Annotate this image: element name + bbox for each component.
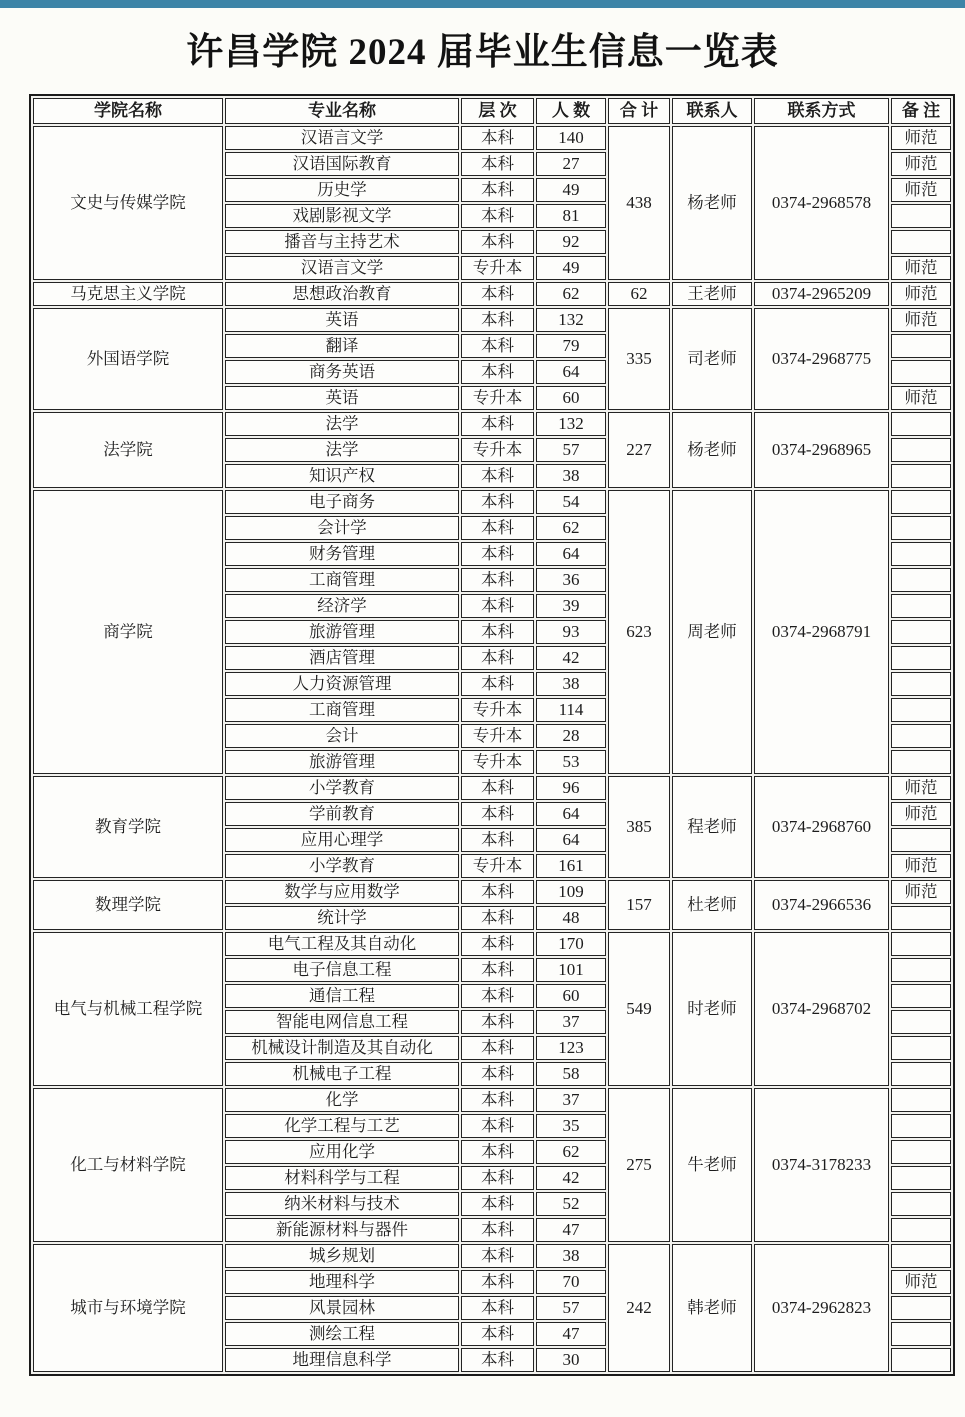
major-cell: 会计学 xyxy=(225,516,459,540)
major-cell: 汉语言文学 xyxy=(225,126,459,150)
major-cell: 旅游管理 xyxy=(225,620,459,644)
note-cell: 师范 xyxy=(891,282,951,306)
note-cell xyxy=(891,360,951,384)
major-cell: 英语 xyxy=(225,308,459,332)
total-cell: 549 xyxy=(608,932,670,1086)
level-cell: 专升本 xyxy=(461,750,534,774)
major-cell: 酒店管理 xyxy=(225,646,459,670)
level-cell: 本科 xyxy=(461,516,534,540)
count-cell: 96 xyxy=(536,776,606,800)
level-cell: 本科 xyxy=(461,906,534,930)
college-name-cell: 商学院 xyxy=(33,490,223,774)
major-cell: 化学 xyxy=(225,1088,459,1112)
table-row xyxy=(33,776,951,800)
count-cell: 38 xyxy=(536,672,606,696)
major-cell: 法学 xyxy=(225,438,459,462)
header-cell-2: 层 次 xyxy=(461,98,534,124)
count-cell: 79 xyxy=(536,334,606,358)
college-name-cell: 数理学院 xyxy=(33,880,223,930)
major-cell: 知识产权 xyxy=(225,464,459,488)
contact-cell: 王老师 xyxy=(672,282,752,306)
note-cell xyxy=(891,594,951,618)
note-cell: 师范 xyxy=(891,308,951,332)
total-cell: 227 xyxy=(608,412,670,488)
level-cell: 专升本 xyxy=(461,854,534,878)
note-cell: 师范 xyxy=(891,126,951,150)
total-cell: 275 xyxy=(608,1088,670,1242)
count-cell: 62 xyxy=(536,516,606,540)
major-cell: 人力资源管理 xyxy=(225,672,459,696)
level-cell: 本科 xyxy=(461,620,534,644)
major-cell: 智能电网信息工程 xyxy=(225,1010,459,1034)
major-cell: 法学 xyxy=(225,412,459,436)
note-cell: 师范 xyxy=(891,152,951,176)
note-cell: 师范 xyxy=(891,1270,951,1294)
count-cell: 37 xyxy=(536,1088,606,1112)
college-name-cell: 教育学院 xyxy=(33,776,223,878)
note-cell xyxy=(891,438,951,462)
level-cell: 本科 xyxy=(461,1036,534,1060)
total-cell: 157 xyxy=(608,880,670,930)
major-cell: 测绘工程 xyxy=(225,1322,459,1346)
level-cell: 本科 xyxy=(461,776,534,800)
phone-cell: 0374-2968791 xyxy=(754,490,889,774)
level-cell: 本科 xyxy=(461,880,534,904)
phone-cell: 0374-2965209 xyxy=(754,282,889,306)
major-cell: 财务管理 xyxy=(225,542,459,566)
count-cell: 64 xyxy=(536,828,606,852)
count-cell: 62 xyxy=(536,1140,606,1164)
level-cell: 本科 xyxy=(461,1348,534,1372)
major-cell: 新能源材料与器件 xyxy=(225,1218,459,1242)
note-cell xyxy=(891,620,951,644)
graduates-info-table xyxy=(29,94,955,1376)
count-cell: 60 xyxy=(536,386,606,410)
level-cell: 专升本 xyxy=(461,724,534,748)
level-cell: 本科 xyxy=(461,230,534,254)
college-name-cell: 电气与机械工程学院 xyxy=(33,932,223,1086)
major-cell: 化学工程与工艺 xyxy=(225,1114,459,1138)
note-cell xyxy=(891,568,951,592)
level-cell: 本科 xyxy=(461,932,534,956)
major-cell: 小学教育 xyxy=(225,776,459,800)
note-cell xyxy=(891,412,951,436)
count-cell: 57 xyxy=(536,1296,606,1320)
level-cell: 本科 xyxy=(461,1192,534,1216)
note-cell xyxy=(891,542,951,566)
count-cell: 58 xyxy=(536,1062,606,1086)
level-cell: 专升本 xyxy=(461,386,534,410)
level-cell: 本科 xyxy=(461,308,534,332)
major-cell: 电子商务 xyxy=(225,490,459,514)
major-cell: 戏剧影视文学 xyxy=(225,204,459,228)
major-cell: 纳米材料与技术 xyxy=(225,1192,459,1216)
major-cell: 风景园林 xyxy=(225,1296,459,1320)
top-accent-bar xyxy=(0,0,965,8)
count-cell: 161 xyxy=(536,854,606,878)
total-cell: 623 xyxy=(608,490,670,774)
major-cell: 小学教育 xyxy=(225,854,459,878)
note-cell xyxy=(891,1036,951,1060)
note-cell: 师范 xyxy=(891,854,951,878)
major-cell: 翻译 xyxy=(225,334,459,358)
count-cell: 70 xyxy=(536,1270,606,1294)
level-cell: 本科 xyxy=(461,126,534,150)
level-cell: 本科 xyxy=(461,1244,534,1268)
phone-cell: 0374-2968702 xyxy=(754,932,889,1086)
level-cell: 本科 xyxy=(461,360,534,384)
count-cell: 64 xyxy=(536,360,606,384)
contact-cell: 司老师 xyxy=(672,308,752,410)
contact-cell: 程老师 xyxy=(672,776,752,878)
level-cell: 本科 xyxy=(461,204,534,228)
count-cell: 37 xyxy=(536,1010,606,1034)
table-row xyxy=(33,490,951,514)
level-cell: 本科 xyxy=(461,1270,534,1294)
note-cell xyxy=(891,750,951,774)
major-cell: 电气工程及其自动化 xyxy=(225,932,459,956)
level-cell: 本科 xyxy=(461,412,534,436)
major-cell: 会计 xyxy=(225,724,459,748)
count-cell: 38 xyxy=(536,464,606,488)
note-cell xyxy=(891,1244,951,1268)
major-cell: 播音与主持艺术 xyxy=(225,230,459,254)
count-cell: 64 xyxy=(536,802,606,826)
level-cell: 本科 xyxy=(461,1010,534,1034)
contact-cell: 周老师 xyxy=(672,490,752,774)
note-cell xyxy=(891,958,951,982)
major-cell: 历史学 xyxy=(225,178,459,202)
note-cell: 师范 xyxy=(891,386,951,410)
major-cell: 城乡规划 xyxy=(225,1244,459,1268)
note-cell xyxy=(891,334,951,358)
count-cell: 140 xyxy=(536,126,606,150)
major-cell: 学前教育 xyxy=(225,802,459,826)
level-cell: 本科 xyxy=(461,672,534,696)
header-cell-3: 人 数 xyxy=(536,98,606,124)
table-row xyxy=(33,932,951,956)
level-cell: 本科 xyxy=(461,464,534,488)
count-cell: 101 xyxy=(536,958,606,982)
major-cell: 经济学 xyxy=(225,594,459,618)
level-cell: 本科 xyxy=(461,984,534,1008)
level-cell: 本科 xyxy=(461,568,534,592)
level-cell: 本科 xyxy=(461,1062,534,1086)
major-cell: 电子信息工程 xyxy=(225,958,459,982)
contact-cell: 牛老师 xyxy=(672,1088,752,1242)
note-cell xyxy=(891,698,951,722)
count-cell: 132 xyxy=(536,412,606,436)
note-cell xyxy=(891,1062,951,1086)
count-cell: 47 xyxy=(536,1322,606,1346)
note-cell xyxy=(891,464,951,488)
count-cell: 62 xyxy=(536,282,606,306)
major-cell: 工商管理 xyxy=(225,568,459,592)
count-cell: 52 xyxy=(536,1192,606,1216)
count-cell: 48 xyxy=(536,906,606,930)
major-cell: 机械电子工程 xyxy=(225,1062,459,1086)
header-row xyxy=(33,98,951,124)
note-cell: 师范 xyxy=(891,802,951,826)
level-cell: 本科 xyxy=(461,802,534,826)
note-cell xyxy=(891,646,951,670)
count-cell: 114 xyxy=(536,698,606,722)
count-cell: 28 xyxy=(536,724,606,748)
contact-cell: 杜老师 xyxy=(672,880,752,930)
major-cell: 英语 xyxy=(225,386,459,410)
count-cell: 132 xyxy=(536,308,606,332)
count-cell: 93 xyxy=(536,620,606,644)
count-cell: 64 xyxy=(536,542,606,566)
table-row xyxy=(33,1088,951,1112)
table-row xyxy=(33,308,951,332)
page-title: 许昌学院 2024 届毕业生信息一览表 xyxy=(186,32,779,73)
count-cell: 170 xyxy=(536,932,606,956)
level-cell: 本科 xyxy=(461,490,534,514)
total-cell: 385 xyxy=(608,776,670,878)
level-cell: 本科 xyxy=(461,1140,534,1164)
table-body xyxy=(33,126,951,1372)
table-row xyxy=(33,412,951,436)
note-cell: 师范 xyxy=(891,880,951,904)
note-cell xyxy=(891,204,951,228)
note-cell xyxy=(891,1348,951,1372)
note-cell xyxy=(891,230,951,254)
major-cell: 应用心理学 xyxy=(225,828,459,852)
note-cell xyxy=(891,984,951,1008)
contact-cell: 杨老师 xyxy=(672,126,752,280)
major-cell: 统计学 xyxy=(225,906,459,930)
table-row xyxy=(33,1244,951,1268)
count-cell: 109 xyxy=(536,880,606,904)
count-cell: 42 xyxy=(536,1166,606,1190)
phone-cell: 0374-2968760 xyxy=(754,776,889,878)
count-cell: 123 xyxy=(536,1036,606,1060)
level-cell: 本科 xyxy=(461,594,534,618)
major-cell: 地理信息科学 xyxy=(225,1348,459,1372)
count-cell: 39 xyxy=(536,594,606,618)
major-cell: 地理科学 xyxy=(225,1270,459,1294)
note-cell xyxy=(891,490,951,514)
note-cell xyxy=(891,1166,951,1190)
contact-cell: 韩老师 xyxy=(672,1244,752,1372)
header-cell-6: 联系方式 xyxy=(754,98,889,124)
level-cell: 本科 xyxy=(461,1166,534,1190)
major-cell: 旅游管理 xyxy=(225,750,459,774)
note-cell xyxy=(891,1010,951,1034)
table-wrapper xyxy=(29,94,941,1376)
college-name-cell: 马克思主义学院 xyxy=(33,282,223,306)
level-cell: 本科 xyxy=(461,178,534,202)
level-cell: 本科 xyxy=(461,542,534,566)
header-cell-4: 合 计 xyxy=(608,98,670,124)
count-cell: 60 xyxy=(536,984,606,1008)
count-cell: 92 xyxy=(536,230,606,254)
college-name-cell: 城市与环境学院 xyxy=(33,1244,223,1372)
major-cell: 工商管理 xyxy=(225,698,459,722)
major-cell: 汉语国际教育 xyxy=(225,152,459,176)
phone-cell: 0374-2962823 xyxy=(754,1244,889,1372)
level-cell: 专升本 xyxy=(461,698,534,722)
level-cell: 本科 xyxy=(461,282,534,306)
level-cell: 本科 xyxy=(461,1114,534,1138)
major-cell: 数学与应用数学 xyxy=(225,880,459,904)
phone-cell: 0374-2968578 xyxy=(754,126,889,280)
total-cell: 438 xyxy=(608,126,670,280)
major-cell: 材料科学与工程 xyxy=(225,1166,459,1190)
level-cell: 本科 xyxy=(461,152,534,176)
total-cell: 62 xyxy=(608,282,670,306)
count-cell: 36 xyxy=(536,568,606,592)
note-cell xyxy=(891,932,951,956)
college-name-cell: 法学院 xyxy=(33,412,223,488)
level-cell: 本科 xyxy=(461,1218,534,1242)
college-name-cell: 外国语学院 xyxy=(33,308,223,410)
note-cell: 师范 xyxy=(891,178,951,202)
note-cell xyxy=(891,1140,951,1164)
note-cell: 师范 xyxy=(891,776,951,800)
phone-cell: 0374-2968965 xyxy=(754,412,889,488)
college-name-cell: 文史与传媒学院 xyxy=(33,126,223,280)
level-cell: 本科 xyxy=(461,1296,534,1320)
note-cell xyxy=(891,1296,951,1320)
note-cell xyxy=(891,1192,951,1216)
note-cell xyxy=(891,516,951,540)
level-cell: 本科 xyxy=(461,646,534,670)
table-row xyxy=(33,880,951,904)
table-row xyxy=(33,282,951,306)
note-cell xyxy=(891,906,951,930)
level-cell: 本科 xyxy=(461,958,534,982)
phone-cell: 0374-3178233 xyxy=(754,1088,889,1242)
major-cell: 汉语言文学 xyxy=(225,256,459,280)
major-cell: 应用化学 xyxy=(225,1140,459,1164)
contact-cell: 时老师 xyxy=(672,932,752,1086)
count-cell: 35 xyxy=(536,1114,606,1138)
count-cell: 49 xyxy=(536,178,606,202)
major-cell: 思想政治教育 xyxy=(225,282,459,306)
level-cell: 专升本 xyxy=(461,256,534,280)
count-cell: 57 xyxy=(536,438,606,462)
college-name-cell: 化工与材料学院 xyxy=(33,1088,223,1242)
phone-cell: 0374-2968775 xyxy=(754,308,889,410)
note-cell xyxy=(891,828,951,852)
total-cell: 335 xyxy=(608,308,670,410)
header-cell-5: 联系人 xyxy=(672,98,752,124)
count-cell: 54 xyxy=(536,490,606,514)
level-cell: 本科 xyxy=(461,1322,534,1346)
count-cell: 42 xyxy=(536,646,606,670)
level-cell: 本科 xyxy=(461,1088,534,1112)
level-cell: 本科 xyxy=(461,334,534,358)
level-cell: 专升本 xyxy=(461,438,534,462)
count-cell: 49 xyxy=(536,256,606,280)
table-row xyxy=(33,126,951,150)
header-cell-7: 备 注 xyxy=(891,98,951,124)
phone-cell: 0374-2966536 xyxy=(754,880,889,930)
major-cell: 通信工程 xyxy=(225,984,459,1008)
header-cell-1: 专业名称 xyxy=(225,98,459,124)
count-cell: 47 xyxy=(536,1218,606,1242)
note-cell xyxy=(891,1322,951,1346)
count-cell: 38 xyxy=(536,1244,606,1268)
count-cell: 30 xyxy=(536,1348,606,1372)
header-cell-0: 学院名称 xyxy=(33,98,223,124)
note-cell xyxy=(891,724,951,748)
note-cell xyxy=(891,1218,951,1242)
note-cell xyxy=(891,1114,951,1138)
contact-cell: 杨老师 xyxy=(672,412,752,488)
level-cell: 本科 xyxy=(461,828,534,852)
count-cell: 81 xyxy=(536,204,606,228)
count-cell: 27 xyxy=(536,152,606,176)
major-cell: 机械设计制造及其自动化 xyxy=(225,1036,459,1060)
note-cell xyxy=(891,672,951,696)
major-cell: 商务英语 xyxy=(225,360,459,384)
total-cell: 242 xyxy=(608,1244,670,1372)
count-cell: 53 xyxy=(536,750,606,774)
note-cell: 师范 xyxy=(891,256,951,280)
note-cell xyxy=(891,1088,951,1112)
